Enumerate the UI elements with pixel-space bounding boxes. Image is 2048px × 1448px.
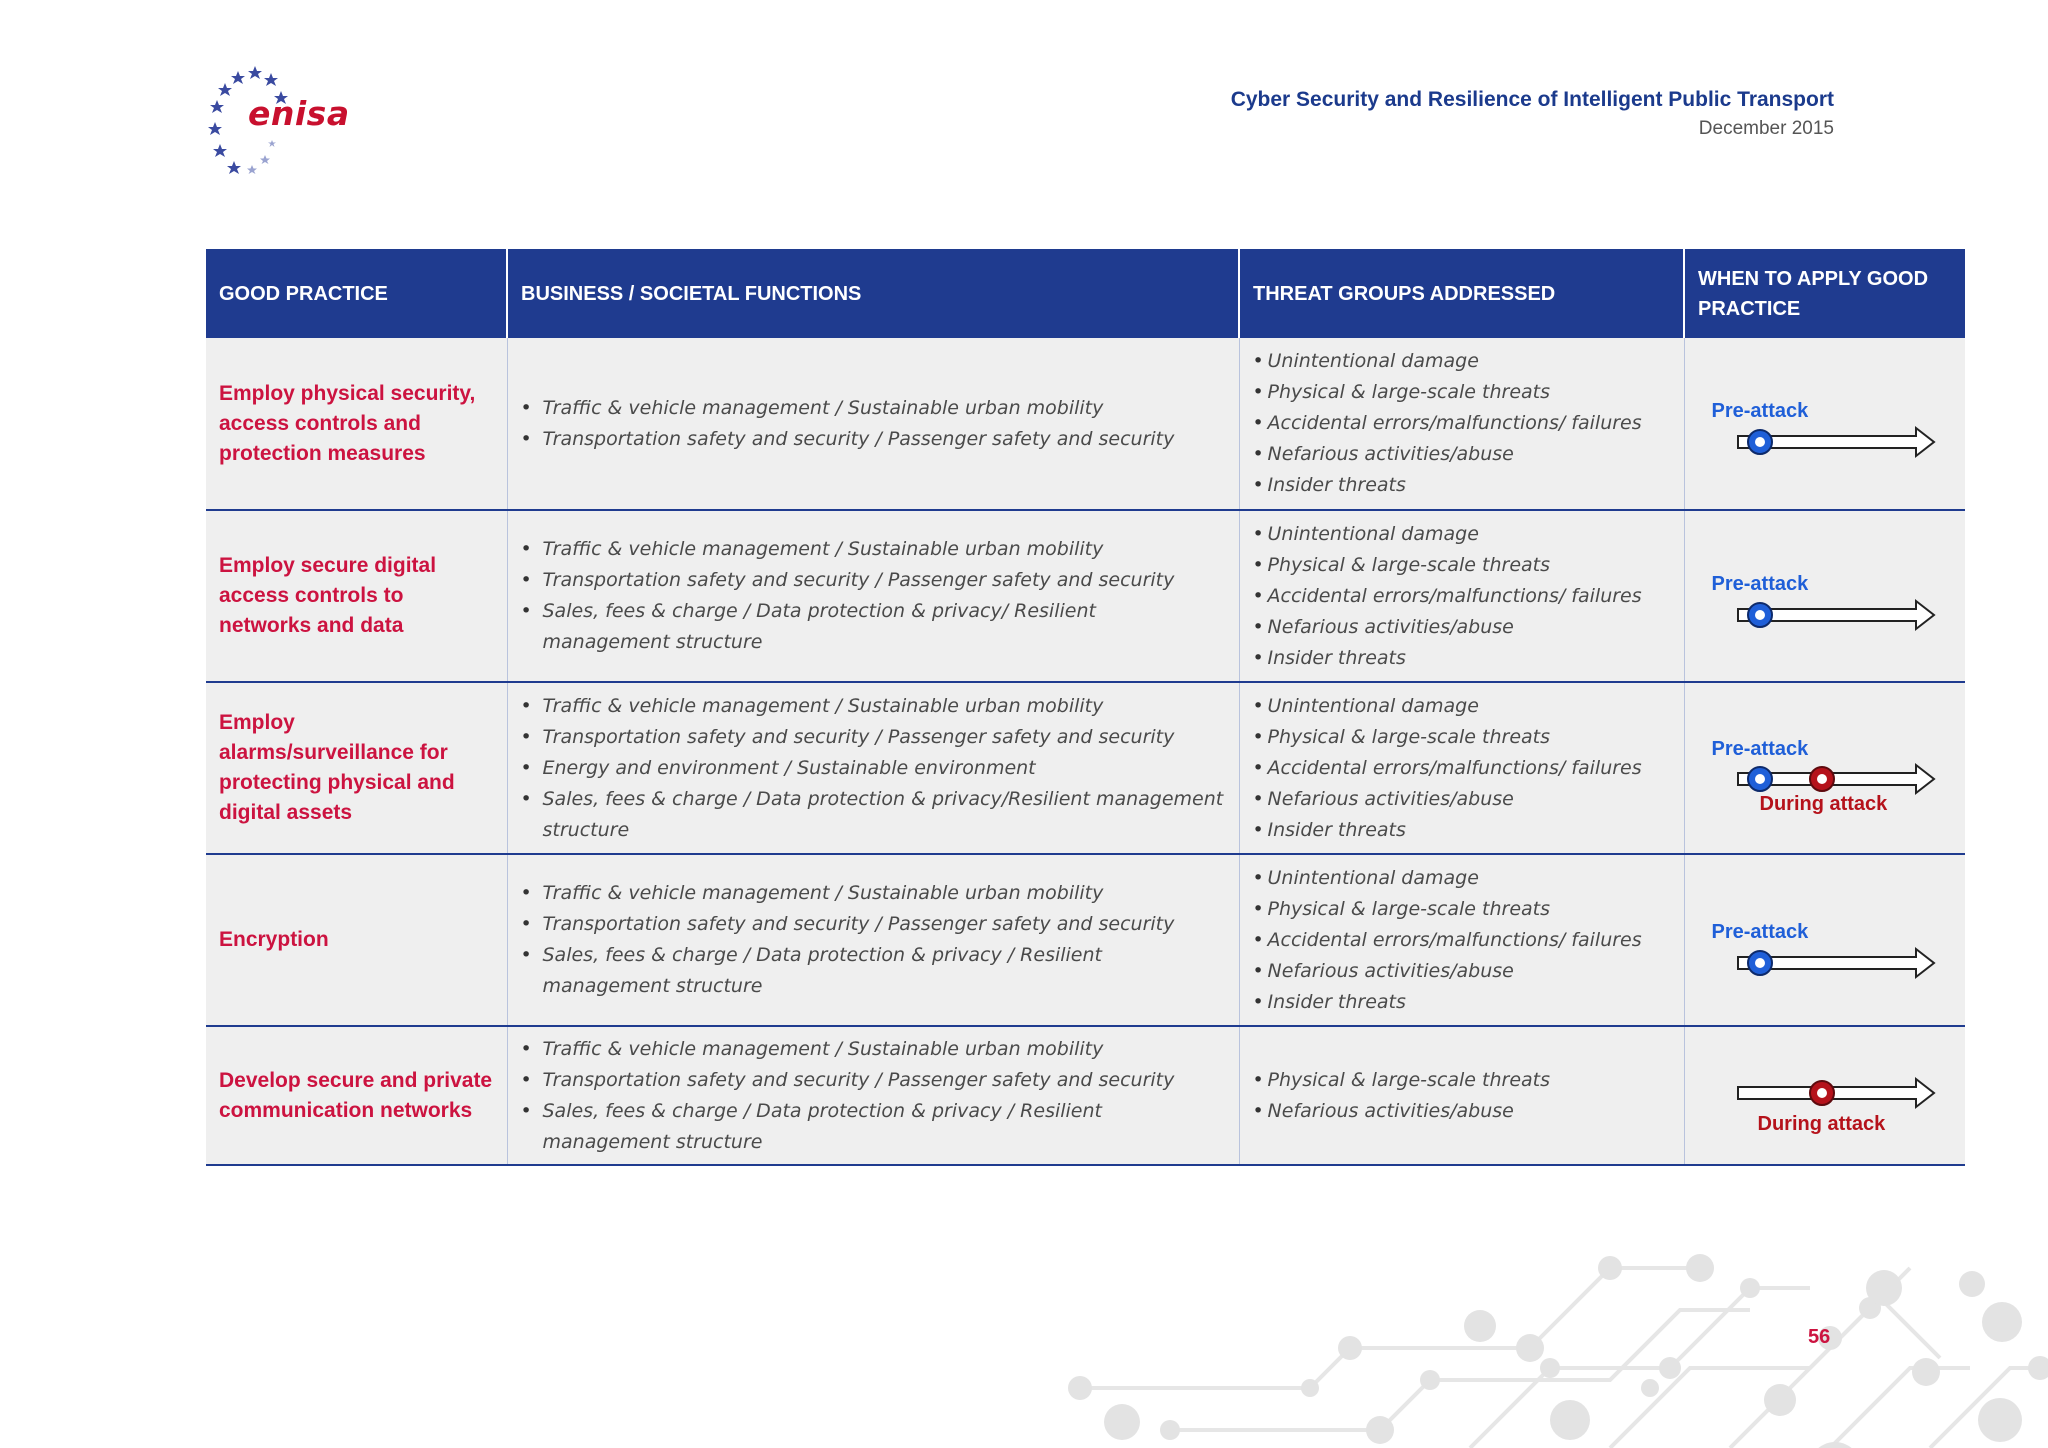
list-item: • Nefarious activities/abuse bbox=[1253, 784, 1671, 815]
list-item: • Unintentional damage bbox=[1253, 863, 1671, 894]
functions-list bbox=[521, 878, 1226, 1002]
threats-cell bbox=[1239, 682, 1684, 854]
list-item: • Insider threats bbox=[1253, 470, 1671, 501]
list-item: • Accidental errors/malfunctions/ failures bbox=[1253, 753, 1671, 784]
list-item: • Nefarious activities/abuse bbox=[1253, 612, 1671, 643]
threats-list bbox=[1253, 691, 1671, 846]
when-cell bbox=[1684, 338, 1965, 510]
threats-list bbox=[1253, 1065, 1671, 1127]
list-item: • Sales, fees & charge / Data protection & privacy / Resilient management structure bbox=[521, 940, 1226, 1002]
table-row bbox=[206, 338, 1965, 510]
practice-name: Develop secure and private communication networks bbox=[219, 1068, 493, 1122]
functions-list bbox=[521, 393, 1226, 455]
list-item: • Sales, fees & charge / Data protection & privacy/ Resilient management structure bbox=[521, 596, 1226, 658]
list-item: • Insider threats bbox=[1253, 815, 1671, 846]
list-item: • Unintentional damage bbox=[1253, 519, 1671, 550]
functions-list bbox=[521, 1034, 1226, 1158]
list-item: • Transportation safety and security / Passenger safety and security bbox=[521, 565, 1226, 596]
when-cell bbox=[1684, 510, 1965, 682]
list-item: • Transportation safety and security / Passenger safety and security bbox=[521, 424, 1226, 455]
list-item: • Traffic & vehicle management / Sustainable urban mobility bbox=[521, 534, 1226, 565]
pre-attack-label: Pre-attack bbox=[1711, 921, 1809, 943]
right-arrow-icon bbox=[1736, 1075, 1936, 1111]
threats-cell bbox=[1239, 510, 1684, 682]
functions-cell bbox=[507, 854, 1239, 1026]
table-row bbox=[206, 682, 1965, 854]
when-cell bbox=[1684, 1026, 1965, 1165]
list-item: • Traffic & vehicle management / Sustainable urban mobility bbox=[521, 1034, 1226, 1065]
list-item: • Energy and environment / Sustainable environment bbox=[521, 753, 1226, 784]
practice-name: Encryption bbox=[219, 928, 329, 951]
list-item: • Traffic & vehicle management / Sustainable urban mobility bbox=[521, 393, 1226, 424]
threats-cell bbox=[1239, 854, 1684, 1026]
table-row bbox=[206, 1026, 1965, 1165]
right-arrow-icon bbox=[1736, 597, 1936, 633]
practice-cell bbox=[206, 510, 507, 682]
column-header: WHEN TO APPLY GOOD PRACTICE bbox=[1684, 249, 1965, 338]
column-header: BUSINESS / SOCIETAL FUNCTIONS bbox=[507, 249, 1239, 338]
pre-attack-label: Pre-attack bbox=[1711, 400, 1809, 422]
threats-cell bbox=[1239, 338, 1684, 510]
functions-cell bbox=[507, 510, 1239, 682]
pre-attack-label: Pre-attack bbox=[1711, 738, 1809, 760]
list-item: • Physical & large-scale threats bbox=[1253, 894, 1671, 925]
functions-list bbox=[521, 691, 1226, 846]
during-attack-label: During attack bbox=[1757, 1113, 1886, 1135]
practice-name: Employ alarms/surveillance for protecting physical and digital assets bbox=[219, 711, 455, 824]
page-number: 56 bbox=[1808, 1326, 1831, 1348]
list-item: • Sales, fees & charge / Data protection & privacy/Resilient management structure bbox=[521, 784, 1226, 846]
list-item: • Sales, fees & charge / Data protection & privacy / Resilient management structure bbox=[521, 1096, 1226, 1158]
good-practice-table bbox=[206, 249, 1965, 1166]
list-item: • Physical & large-scale threats bbox=[1253, 1065, 1671, 1096]
list-item: • Nefarious activities/abuse bbox=[1253, 439, 1671, 470]
list-item: • Physical & large-scale threats bbox=[1253, 377, 1671, 408]
practice-name: Employ physical security, access controls and protection measures bbox=[219, 381, 476, 465]
list-item: • Nefarious activities/abuse bbox=[1253, 956, 1671, 987]
practice-cell bbox=[206, 682, 507, 854]
list-item: • Insider threats bbox=[1253, 987, 1671, 1018]
functions-cell bbox=[507, 338, 1239, 510]
table-row bbox=[206, 854, 1965, 1026]
threats-list bbox=[1253, 519, 1671, 674]
list-item: • Accidental errors/malfunctions/ failures bbox=[1253, 408, 1671, 439]
table-header-row bbox=[206, 249, 1965, 338]
list-item: • Accidental errors/malfunctions/ failures bbox=[1253, 925, 1671, 956]
right-arrow-icon bbox=[1736, 945, 1936, 981]
list-item: • Physical & large-scale threats bbox=[1253, 722, 1671, 753]
list-item: • Insider threats bbox=[1253, 643, 1671, 674]
practice-cell bbox=[206, 854, 507, 1026]
enisa-logo-text: enisa bbox=[248, 94, 350, 133]
list-item: • Transportation safety and security / Passenger safety and security bbox=[521, 722, 1226, 753]
list-item: • Transportation safety and security / Passenger safety and security bbox=[521, 1065, 1226, 1096]
list-item: • Accidental errors/malfunctions/ failures bbox=[1253, 581, 1671, 612]
functions-list bbox=[521, 534, 1226, 658]
practice-cell bbox=[206, 1026, 507, 1165]
list-item: • Transportation safety and security / Passenger safety and security bbox=[521, 909, 1226, 940]
list-item: • Physical & large-scale threats bbox=[1253, 550, 1671, 581]
document-title: Cyber Security and Resilience of Intelligent Public Transport bbox=[1230, 88, 1834, 111]
table-row bbox=[206, 510, 1965, 682]
list-item: • Traffic & vehicle management / Sustainable urban mobility bbox=[521, 691, 1226, 722]
pre-attack-label: Pre-attack bbox=[1711, 573, 1809, 595]
list-item: • Nefarious activities/abuse bbox=[1253, 1096, 1671, 1127]
practice-name: Employ secure digital access controls to networks and data bbox=[219, 554, 437, 637]
list-item: • Unintentional damage bbox=[1253, 691, 1671, 722]
column-header: THREAT GROUPS ADDRESSED bbox=[1239, 249, 1684, 338]
when-cell bbox=[1684, 682, 1965, 854]
circuit-board-icon bbox=[1050, 1240, 2048, 1448]
practice-cell bbox=[206, 338, 507, 510]
threats-cell bbox=[1239, 1026, 1684, 1165]
right-arrow-icon bbox=[1736, 761, 1936, 797]
right-arrow-icon bbox=[1736, 424, 1936, 460]
document-date: December 2015 bbox=[1698, 118, 1834, 139]
list-item: • Traffic & vehicle management / Sustainable urban mobility bbox=[521, 878, 1226, 909]
when-cell bbox=[1684, 854, 1965, 1026]
during-attack-label: During attack bbox=[1759, 793, 1888, 815]
functions-cell bbox=[507, 1026, 1239, 1165]
column-header: GOOD PRACTICE bbox=[206, 249, 507, 338]
functions-cell bbox=[507, 682, 1239, 854]
threats-list bbox=[1253, 863, 1671, 1018]
threats-list bbox=[1253, 346, 1671, 501]
list-item: • Unintentional damage bbox=[1253, 346, 1671, 377]
